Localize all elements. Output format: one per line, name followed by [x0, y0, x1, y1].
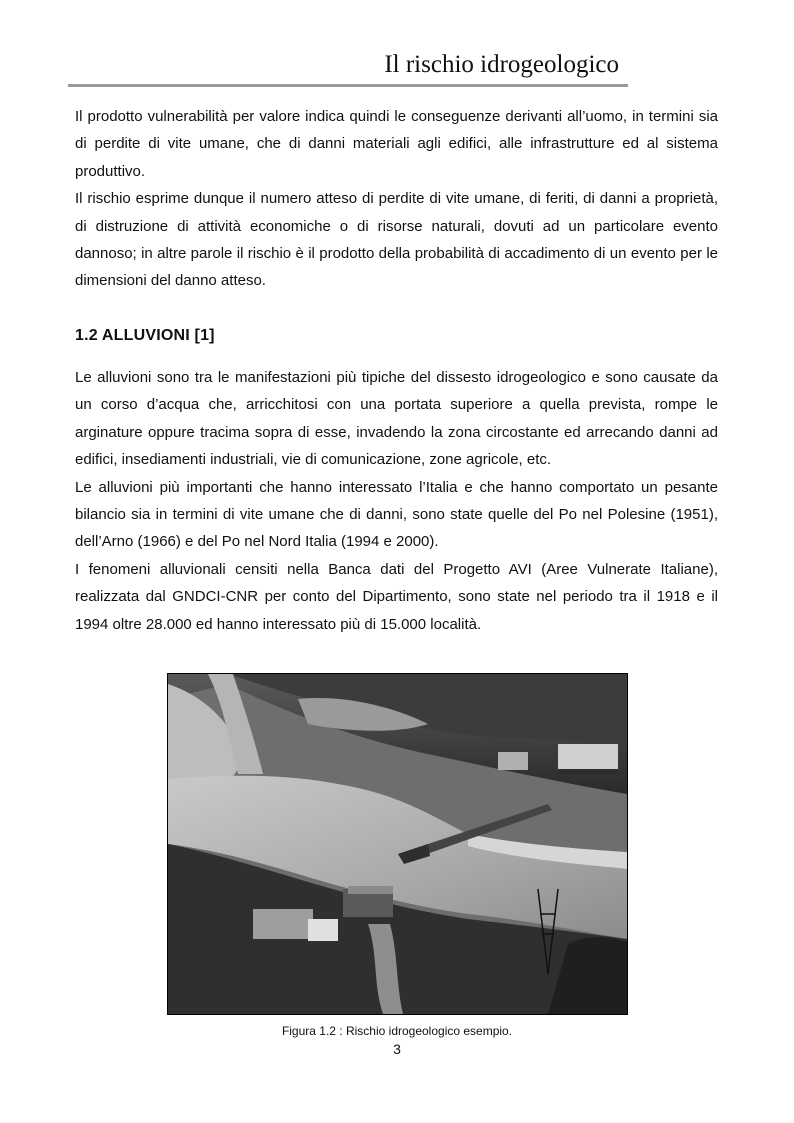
paragraph-vulnerabilita: Il prodotto vulnerabilità per valore indica quindi le conseguenze derivanti all’uomo, in termini sia di perdite di vite umane, che di danni materiali agli edifici, alle infrastrutture ed al sistema produttivo. — [75, 108, 718, 180]
paragraph-definizione: Le alluvioni sono tra le manifestazioni più tipiche del dissesto idrogeologico e sono causate da un corso d’acqua che, arricchitosi con una portata superiore a quella prevista, rompe le arginature oppure tracima sopra di esse, invadendo la zona circostante ed arrecando danni ad edifici, insediamenti industriali, vie di comunicazione, zone agricole, etc. — [75, 369, 718, 469]
header-rule — [68, 84, 628, 87]
paragraph-progetto-avi: I fenomeni alluvionali censiti nella Banca dati del Progetto AVI (Aree Vulnerate Italiane), realizzata dal GNDCI-CNR per conto del Dipartimento, sono state nel periodo tra il 1918 e il 1994 oltre 28.000 ed hanno interessato più di 15.000 località. — [75, 560, 718, 633]
paragraph-alluvioni-italia: Le alluvioni più importanti che hanno interessato l’Italia e che hanno comportato un pesante bilancio sia in termini di vite umane che di danni, sono state quelle del Po nel Polesine (1951), dell’Arno (1966) e del Po nel Nord Italia (1994 e 2000). — [75, 478, 718, 551]
running-header-title: Il rischio idrogeologico — [384, 51, 619, 78]
page-number: 3 — [393, 1041, 401, 1057]
flooded-river-photo-icon — [168, 674, 627, 1014]
section-heading-alluvioni: 1.2 ALLUVIONI [1] — [75, 327, 215, 344]
flood-photo — [167, 673, 628, 1015]
intro-text — [75, 103, 718, 295]
alluvioni-text — [75, 364, 718, 638]
paragraph-rischio: Il rischio esprime dunque il numero atteso di perdite di vite umane, di feriti, di danni a proprietà, di distruzione di attività economiche o di risorse naturali, dovuti ad un particolare evento dannoso; in altre parole il rischio è il prodotto della probabilità di accadimento di un evento per le dimensioni del danno atteso. — [75, 190, 718, 290]
figure-caption: Figura 1.2 : Rischio idrogeologico esempio. — [281, 1024, 513, 1038]
